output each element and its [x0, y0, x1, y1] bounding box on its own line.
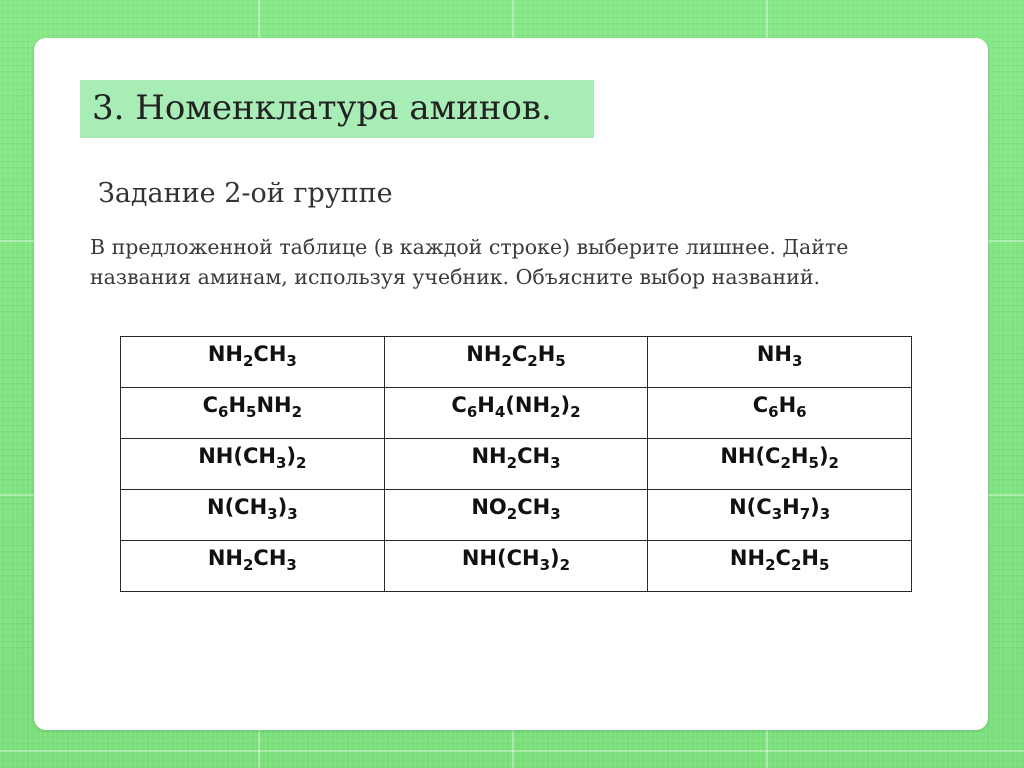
formula-cell: $NH_2CH_3$: [121, 337, 385, 388]
formula-cell: $N(C_3H_7)_3$: [648, 490, 912, 541]
formula-cell: $C_6H_5NH_2$: [121, 388, 385, 439]
formula-cell: $NH(CH_3)_2$: [384, 541, 648, 592]
slide-title: 3. Номенклатура аминов.: [92, 88, 552, 128]
formula-cell: $NH_2CH_3$: [121, 541, 385, 592]
title-highlight: [80, 80, 594, 138]
formula-cell: $NH(C_2H_5)_2$: [648, 439, 912, 490]
formula-cell: $C_6H_6$: [648, 388, 912, 439]
formula-table: [120, 336, 912, 592]
slide-subtitle: Задание 2-ой группе: [98, 178, 393, 209]
formula-cell: $NH_2C_2H_5$: [648, 541, 912, 592]
background-stripe: [0, 750, 1024, 752]
formula-cell: $NH_2C_2H_5$: [384, 337, 648, 388]
slide-card: [34, 38, 988, 730]
formula-cell: $N(CH_3)_3$: [121, 490, 385, 541]
formula-cell: $NO_2CH_3$: [384, 490, 648, 541]
formula-cell: $NH(CH_3)_2$: [121, 439, 385, 490]
formula-cell: $C_6H_4(NH_2)_2$: [384, 388, 648, 439]
table-row: [121, 541, 912, 592]
formula-cell: $NH_2CH_3$: [384, 439, 648, 490]
table-row: [121, 439, 912, 490]
table-row: [121, 490, 912, 541]
table-row: [121, 388, 912, 439]
formula-cell: $NH_3$: [648, 337, 912, 388]
task-instructions: В предложенной таблице (в каждой строке) выберите лишнее. Дайте названия аминам, используя учебник. Объясните выбор названий.: [90, 235, 849, 289]
table-row: [121, 337, 912, 388]
